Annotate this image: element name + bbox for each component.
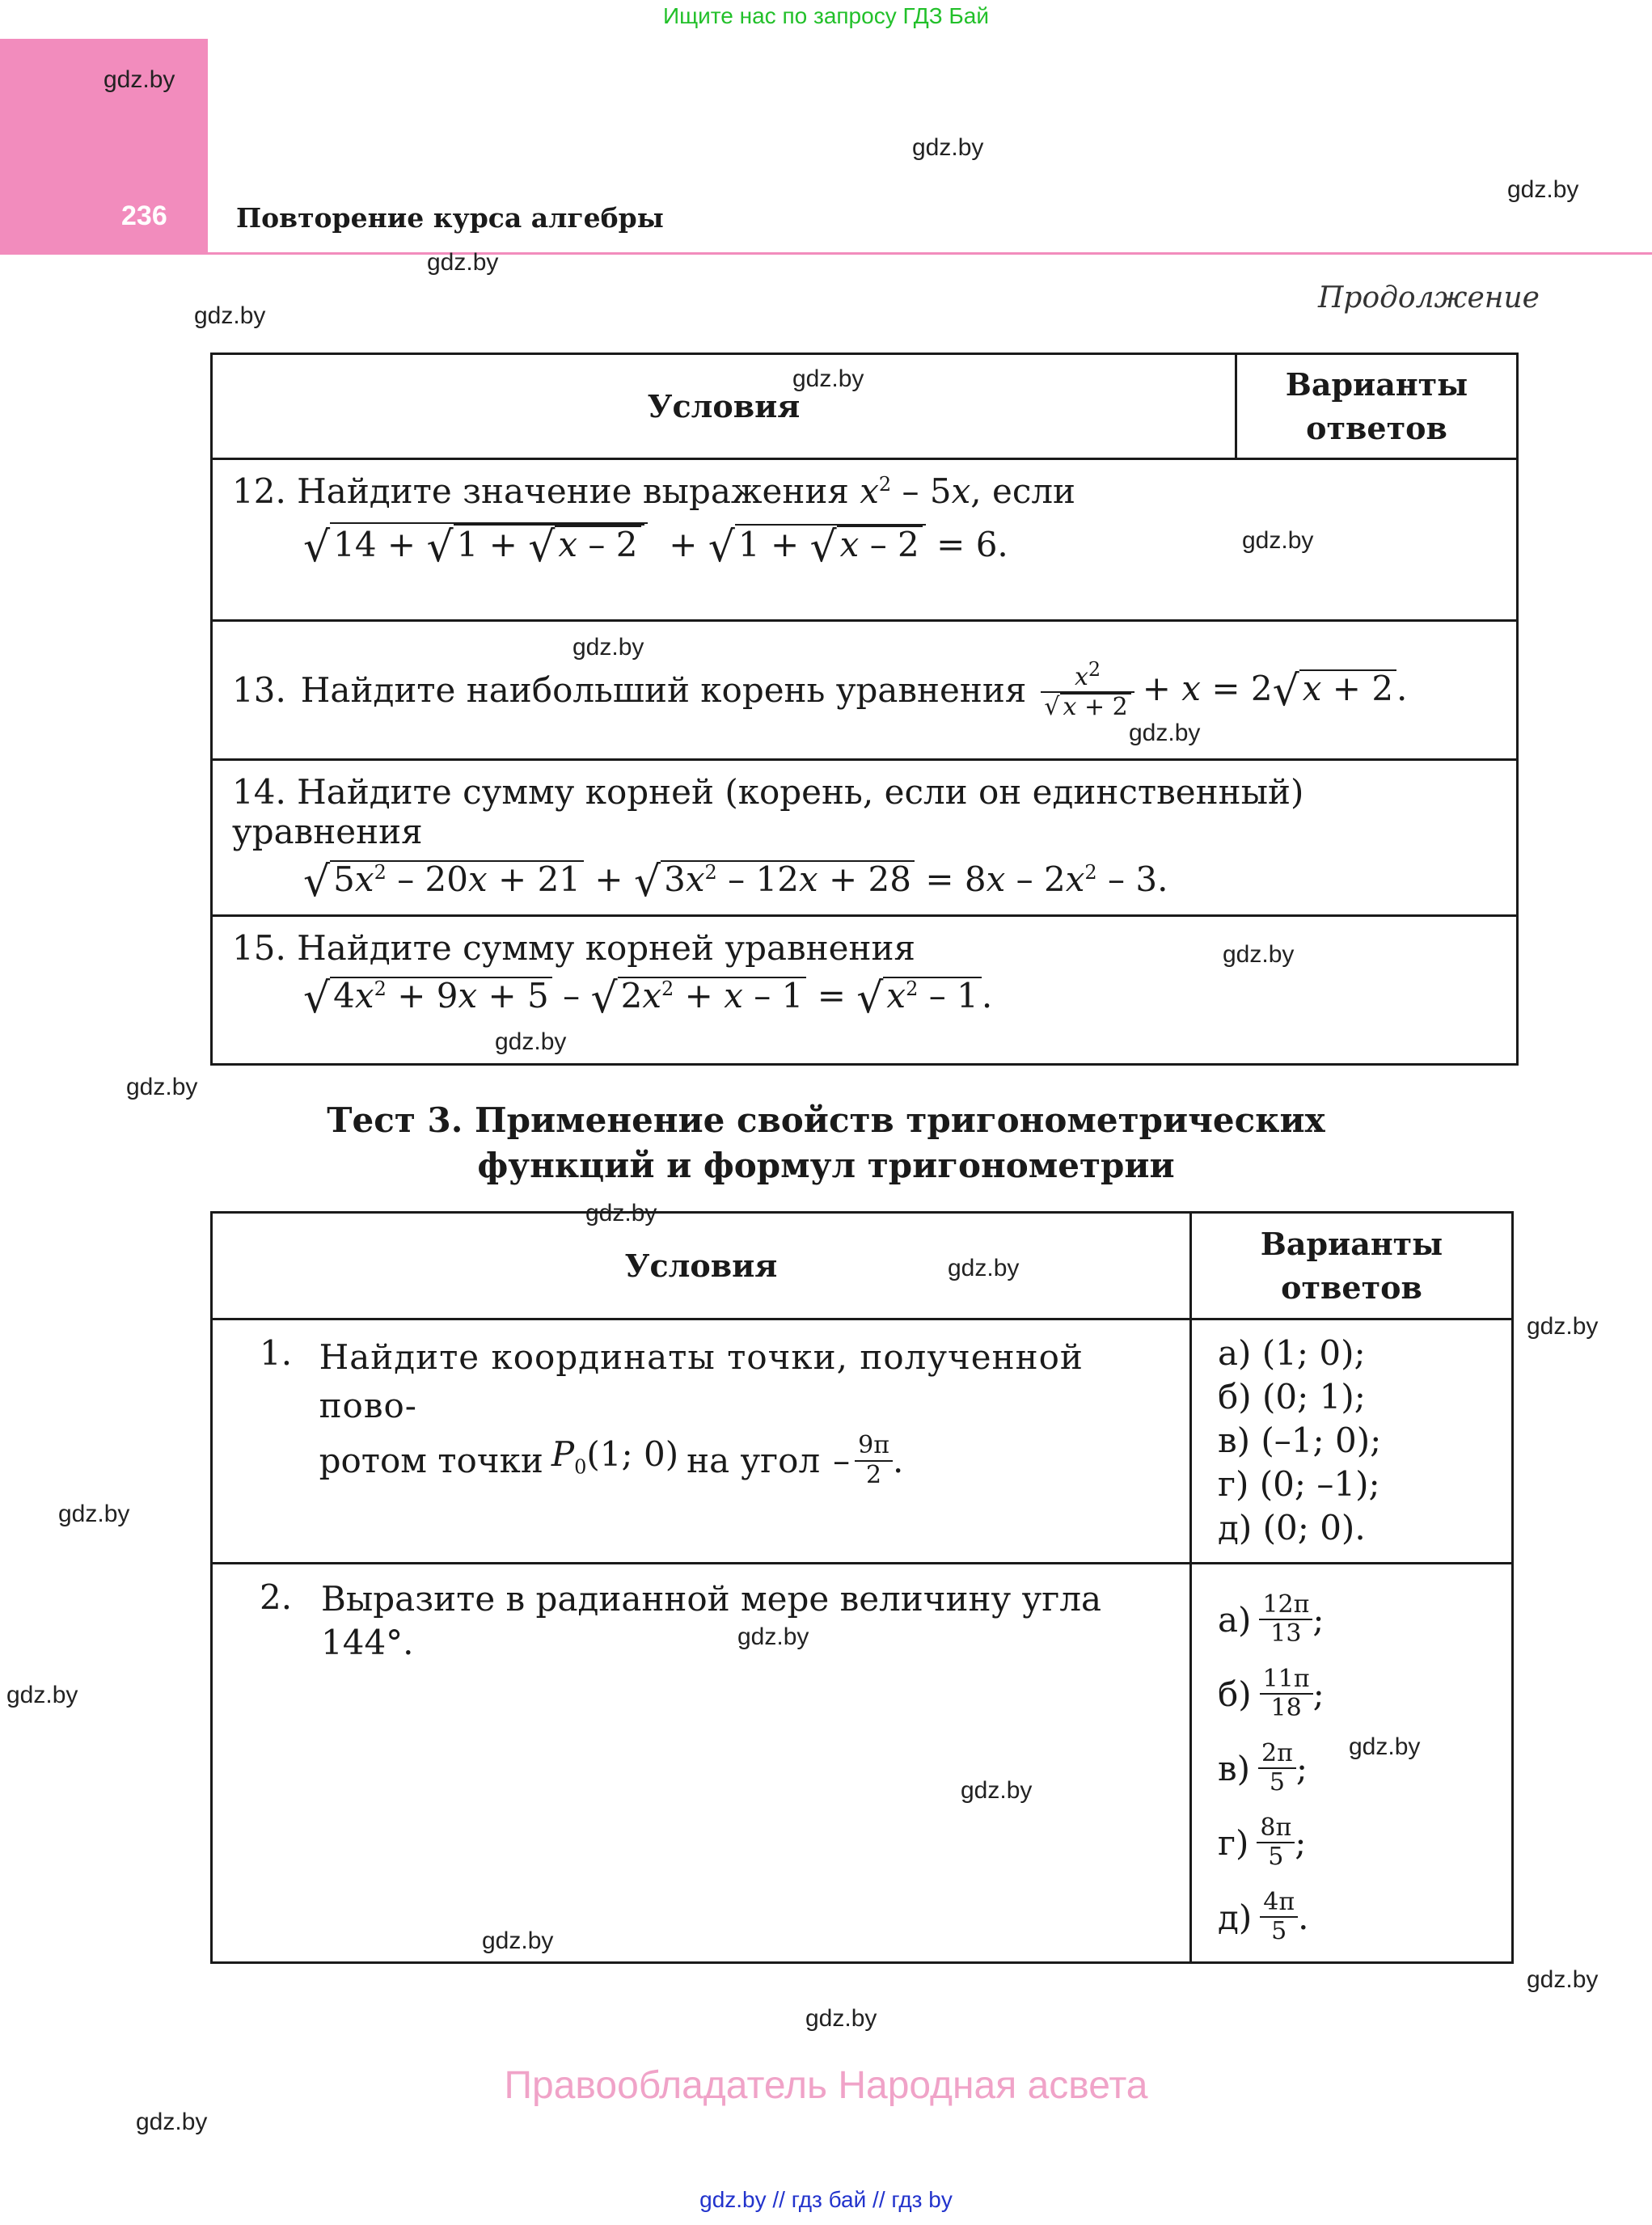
fraction-denominator: 5 — [1271, 1917, 1287, 1945]
header-answers-line1: Варианты — [1285, 365, 1468, 403]
answer-option: г) (0; –1); — [1218, 1464, 1380, 1504]
header-conditions: Условия — [212, 354, 1236, 459]
header-answers-line1: Варианты — [1260, 1225, 1443, 1262]
answer-label: в) — [1218, 1748, 1251, 1788]
test-title-line2: функций и формул тригонометрии — [477, 1146, 1175, 1185]
header-divider — [208, 252, 1652, 255]
task-row-13: 13. Найдите наибольший корень уравнения $\frac{x^2}{√ x + 2}$ + x = 2√x + 2. — [212, 621, 1518, 760]
watermark: gdz.by — [6, 1682, 78, 1708]
fraction-numerator: 8π — [1257, 1814, 1295, 1844]
watermark: gdz.by — [792, 365, 864, 392]
answer-option: б) (0; 1); — [1218, 1377, 1366, 1416]
watermark: gdz.by — [482, 1927, 554, 1954]
test3-table — [210, 1211, 1514, 1964]
question-number: 1. — [260, 1333, 293, 1373]
answer-label: а) — [1218, 1599, 1252, 1640]
fraction-denominator: 5 — [1269, 1768, 1285, 1796]
watermark: gdz.by — [194, 302, 266, 329]
fraction-denominator: 5 — [1268, 1843, 1284, 1871]
watermark: gdz.by — [104, 66, 175, 93]
continued-label: Продолжение — [1318, 281, 1540, 315]
task-text: Найдите сумму корней уравнения — [297, 928, 915, 968]
answer-fraction — [1258, 1740, 1296, 1797]
task-number: 15. — [232, 928, 286, 968]
angle-fraction: $\frac{9\pi}{2}$ — [855, 1432, 893, 1489]
watermark: gdz.by — [1507, 176, 1579, 203]
header-answers — [1236, 354, 1518, 459]
copyright-footer: Правообладатель Народная асвета — [504, 2064, 1148, 2107]
watermark: gdz.by — [58, 1501, 130, 1527]
answers-2 — [1191, 1564, 1513, 1963]
watermark: gdz.by — [572, 634, 644, 661]
question-text-line2: 144°. — [321, 1623, 414, 1662]
task-text-if: , если — [970, 471, 1076, 511]
fraction-denominator: 13 — [1270, 1619, 1302, 1648]
fraction: $\frac{x^2}{√ x + 2}$ — [1041, 659, 1134, 722]
watermark: gdz.by — [912, 134, 984, 161]
watermark: gdz.by — [737, 1623, 809, 1650]
answer-end: . — [1298, 1897, 1309, 1937]
answer-option: в) (–1; 0); — [1218, 1421, 1382, 1460]
equation-12: √14 + √1 + √x – 2 + √1 + √x – 2 = 6. — [303, 523, 1008, 572]
watermark: gdz.by — [427, 249, 499, 276]
fraction-denominator: 18 — [1270, 1694, 1302, 1722]
watermark: gdz.by — [1129, 720, 1201, 746]
answers-1 — [1191, 1319, 1513, 1564]
answer-option: а) (1; 0); — [1218, 1333, 1366, 1373]
test-question-2 — [212, 1564, 1191, 1963]
bottom-links[interactable]: gdz.by // гдз бай // гдз by — [699, 2187, 953, 2212]
search-banner: Ищите нас по запросу ГДЗ Бай — [662, 3, 990, 28]
watermark: gdz.by — [1527, 1966, 1599, 1993]
section-title: Повторение курса алгебры — [236, 202, 664, 234]
watermark: gdz.by — [1349, 1733, 1421, 1760]
task-number: 14. — [232, 772, 286, 812]
task-row-15 — [212, 916, 1518, 1065]
answer-end: ; — [1312, 1599, 1325, 1640]
answer-label: д) — [1218, 1897, 1253, 1937]
fraction-numerator: 11π — [1260, 1666, 1313, 1695]
question-text-line2b: на угол — [687, 1440, 821, 1480]
answer-fraction — [1260, 1666, 1313, 1723]
equation-14: $√5x^2 - 20x + 21 + √3x^2 - 12x + 28 = 8x - 2x^2 - 3$. — [303, 858, 1168, 906]
watermark: gdz.by — [1527, 1313, 1599, 1340]
fraction-numerator: 12π — [1259, 1591, 1312, 1621]
answer-fraction — [1257, 1814, 1295, 1872]
task-text: Найдите наибольший корень уравнения — [300, 670, 1027, 710]
watermark: gdz.by — [585, 1200, 657, 1226]
header-conditions: Условия — [212, 1213, 1191, 1319]
fraction-numerator: 4π — [1260, 1889, 1298, 1919]
watermark: gdz.by — [961, 1777, 1033, 1804]
fraction-numerator: 2π — [1258, 1740, 1296, 1770]
answer-end: ; — [1295, 1748, 1308, 1788]
test-title — [0, 1098, 1652, 1188]
watermark: gdz.by — [805, 2005, 877, 2032]
answer-label: б) — [1218, 1674, 1252, 1714]
answer-fraction — [1260, 1889, 1298, 1946]
task-number: 13. — [232, 670, 286, 710]
watermark: gdz.by — [1242, 527, 1314, 554]
header-answers-line2: ответов — [1281, 1269, 1422, 1306]
task-row-14 — [212, 760, 1518, 916]
question-number: 2. — [260, 1577, 293, 1617]
answer-option — [1218, 1582, 1511, 1657]
answer-option: д) (0; 0). — [1218, 1508, 1366, 1547]
watermark: gdz.by — [495, 1028, 567, 1055]
watermark: gdz.by — [136, 2109, 208, 2135]
task-row-12: 12. Найдите значение выражения $x^2 - 5x$, если √14 + √1 + √x – 2 + √1 + √x – 2 = 6. — [212, 459, 1518, 621]
question-text-line1: Выразите в радианной мере величину угла — [321, 1579, 1102, 1619]
task-text: Найдите значение выражения — [297, 471, 849, 511]
watermark: gdz.by — [126, 1074, 198, 1100]
answer-option — [1218, 1731, 1511, 1805]
answer-fraction — [1259, 1591, 1312, 1649]
tasks-table-continued — [210, 353, 1519, 1066]
answer-end: ; — [1312, 1674, 1325, 1714]
answer-option — [1218, 1657, 1511, 1731]
header-answers-line2: ответов — [1306, 409, 1447, 446]
header-answers — [1191, 1213, 1513, 1319]
task-number: 12. — [232, 471, 286, 511]
watermark: gdz.by — [948, 1255, 1020, 1281]
answer-option — [1218, 1805, 1511, 1880]
answer-option — [1218, 1880, 1511, 1954]
task-text: Найдите сумму корней (корень, если он единственный) уравнения — [232, 772, 1304, 851]
test-title-line1: Тест 3. Применение свойств тригонометрических — [327, 1100, 1325, 1140]
equation-15: $√4x^2 + 9x + 5 - √2x^2 + x - 1 = √x^2 - 1$. — [303, 974, 993, 1023]
answer-label: г) — [1218, 1822, 1249, 1863]
test-question-1: 1. Найдите координаты точки, полученной пово- ротом точки $P_0(1$; 0) на угол – $\frac{9\pi}{2}$ . — [212, 1319, 1191, 1564]
answer-end: ; — [1295, 1822, 1307, 1863]
question-text-line1: Найдите координаты точки, полученной пово- — [319, 1337, 1084, 1425]
question-text-line2: ротом точки — [319, 1440, 543, 1480]
page-number: 236 — [121, 201, 167, 231]
watermark: gdz.by — [1223, 941, 1295, 968]
